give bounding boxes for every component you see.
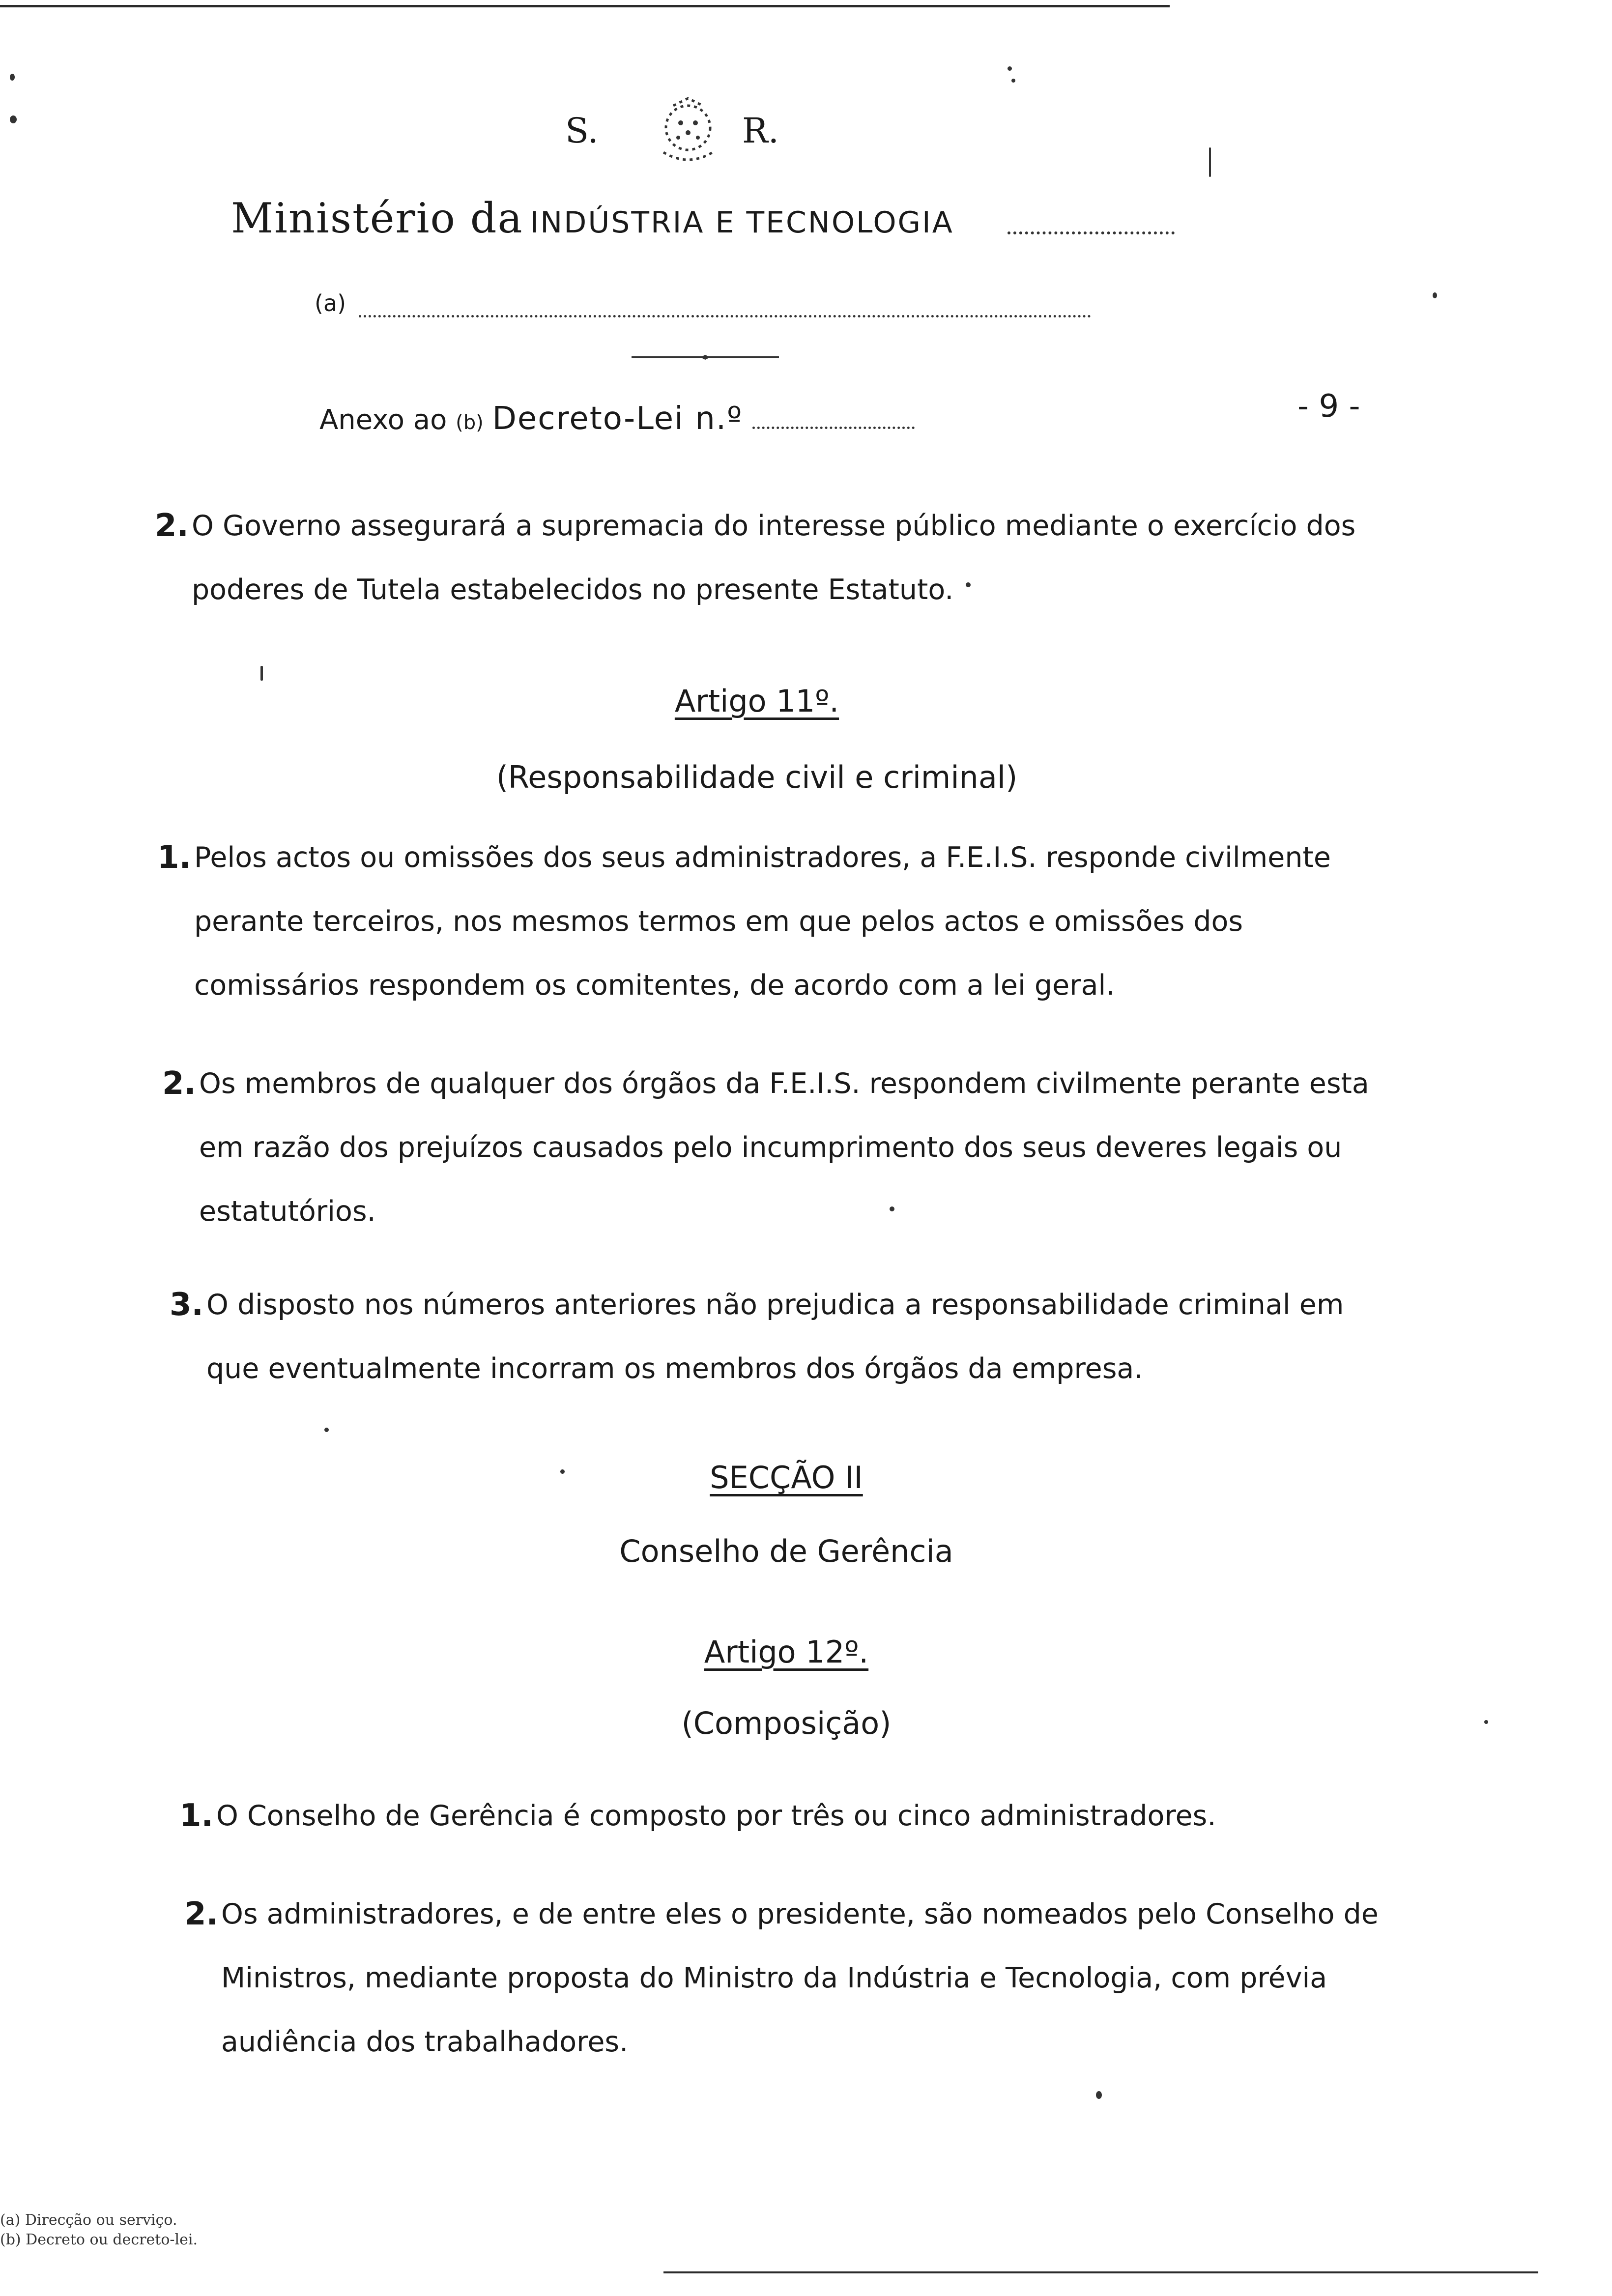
scan-speck [1008,66,1012,71]
footnote-marker-a: (a) [315,290,346,316]
ministry-line [231,194,1175,248]
item-number: 3. [170,1287,203,1323]
direction-line [315,290,1091,324]
bottom-border-line [663,2271,1538,2273]
article-11-item-1 [157,826,1383,1017]
scan-speck [890,1206,894,1211]
intro-paragraph [155,494,1381,622]
item-number: 2. [184,1896,218,1932]
scan-speck [1096,2091,1102,2099]
ministry-label: Ministério da [231,194,523,242]
coat-of-arms-icon [644,93,732,167]
item-number: 1. [179,1798,213,1834]
header-divider [632,355,779,360]
annex-fill-line [752,427,915,429]
footnote-a: (a) Direcção ou serviço. [0,2211,177,2229]
scan-speck [1011,79,1015,83]
crest-left-letter: S. [565,111,599,151]
paragraph-number: 2. [155,508,189,544]
paragraph-text: O Governo assegurará a supremacia do interesse público mediante o exercício dos poderes de Tutela estabelecidos no presente Estatuto. [192,510,1356,606]
article-11-subtitle: (Responsabilidade civil e criminal) [496,759,1018,795]
footnote-marker-b: (b) [456,411,484,434]
crest-right-letter: R. [742,111,779,151]
annex-title: Decreto-Lei n.º [492,401,743,437]
ministry-name: INDÚSTRIA E TECNOLOGIA [530,205,954,240]
scan-speck [966,582,971,587]
item-text: O disposto nos números anteriores não prejudica a responsabilidade criminal em que eventualmente incorram os membros dos órgãos da empresa. [206,1289,1344,1385]
ministry-fill-line [1008,231,1175,234]
header-crest [565,93,840,167]
item-text: Pelos actos ou omissões dos seus administradores, a F.E.I.S. responde civilmente perante terceiros, nos mesmos termos em que pelos actos e omissões dos comissários respondem os comitentes, de acordo com a lei geral. [194,841,1331,1002]
item-number: 1. [157,839,191,876]
article-12-title: Artigo 12º. [704,1634,869,1670]
scan-speck [1433,292,1437,298]
scan-speck [10,74,15,81]
scan-speck [1484,1720,1488,1724]
article-11-item-2 [162,1052,1388,1243]
page-number: - 9 - [1297,388,1360,425]
item-text: Os administradores, e de entre eles o presidente, são nomeados pelo Conselho de Ministros, mediante proposta do Ministro da Indústria e Tecnologia, com prévia audiência dos trabalhadores. [221,1898,1379,2058]
top-border-line [0,5,1170,7]
item-text: O Conselho de Gerência é composto por três ou cinco administradores. [216,1800,1216,1832]
item-text: Os membros de qualquer dos órgãos da F.E.I.S. respondem civilmente perante esta em razão dos prejuízos causados pelo incumprimento dos seus deveres legais ou estatutórios. [199,1067,1369,1228]
scan-speck [324,1428,329,1432]
article-12-subtitle: (Composição) [681,1705,892,1741]
section-2-subtitle: Conselho de Gerência [619,1533,953,1569]
annex-prefix: Anexo ao [319,404,447,436]
scan-speck [10,115,17,123]
scan-mark [1209,147,1211,177]
section-2-title: SECÇÃO II [710,1460,863,1495]
scan-speck [560,1469,565,1474]
footnote-b: (b) Decreto ou decreto-lei. [0,2231,198,2248]
direction-fill-line [359,315,1091,317]
scan-mark [260,666,263,681]
article-12-item-1 [179,1784,1406,1848]
annex-line [319,401,988,445]
article-11-item-3 [170,1273,1396,1401]
item-number: 2. [162,1065,196,1102]
article-12-item-2 [184,1882,1410,2074]
article-11-title: Artigo 11º. [674,683,839,719]
